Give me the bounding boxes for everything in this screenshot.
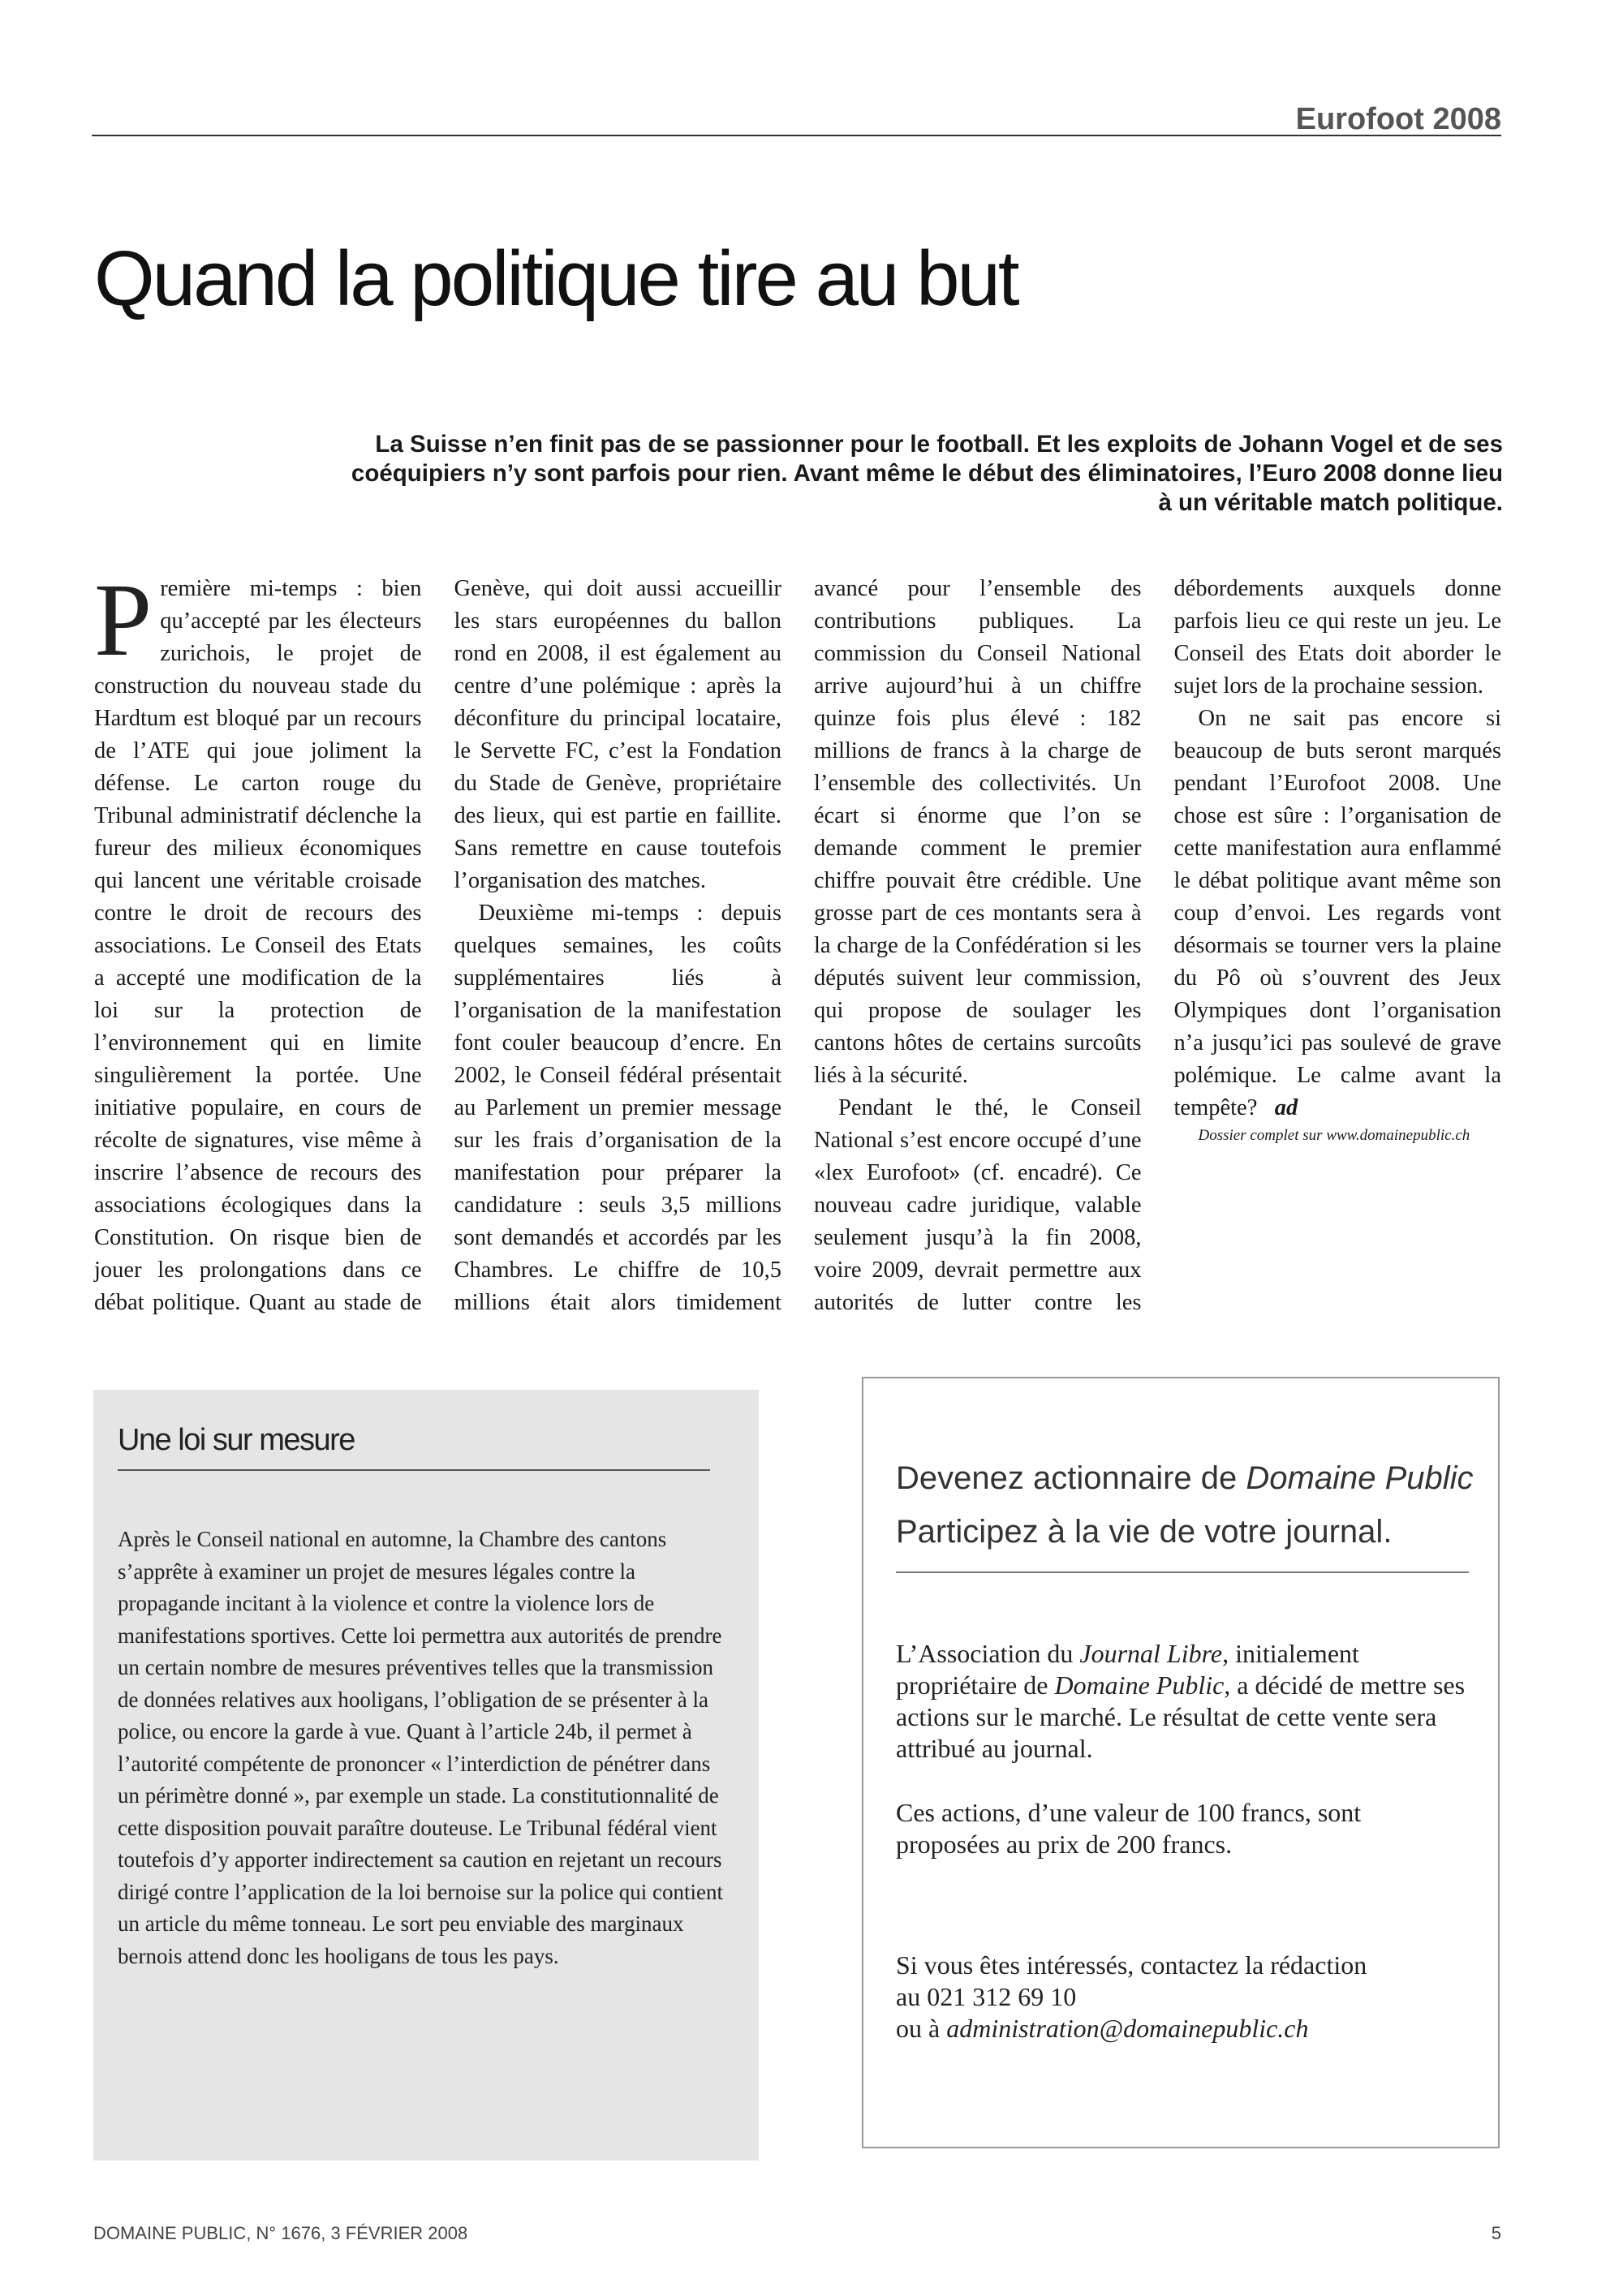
source-link[interactable]: www.domainepublic.ch bbox=[1326, 1127, 1470, 1144]
article-body bbox=[94, 562, 1501, 1319]
ad-p1-a: L’Association du bbox=[896, 1639, 1080, 1668]
ad-p1-journal-libre: Journal Libre bbox=[1079, 1639, 1223, 1668]
article-paragraph-4-text: On ne sait pas encore si beaucoup de buts seront marqués pendant l’Eurofoot 2008. Une chose est sûre : l’organisation de cette manifestation aura enflammé le débat politique avant même son coup d’envoi. Les regards vont désormais se tourner vers la plaine du Pô où s’ouvrent des Jeux Olympiques dont l’organisation n’a jusqu’ici pas soulevé de grave polémique. Le calme avant la tempête? bbox=[1173, 706, 1501, 1120]
ad-p1-c: , a décidé de mettre ses actions sur le marché. Le résultat de cette vente sera attribué au journal. bbox=[896, 1670, 1466, 1763]
source-prefix: Dossier complet sur bbox=[1198, 1127, 1327, 1144]
header-rule bbox=[92, 135, 1501, 136]
article-paragraph-2: Deuxième mi-temps : depuis quelques semaines, les coûts supplémentaires liés à l’organisation de la manifestation font couler beaucoup d’encre. En 2002, le Conseil fédéral présentait au Parlement un premier message sur les frais d’organisation de la manifestation pour préparer la candidature : seuls 3,5 millions sont demandés et accordés par les Chambres. Le chiffre de 10,5 millions était alors timidement avancé pour l’ensemble des contributions publiques. La commission du Conseil National arrive aujourd’hui à un chiffre quinze fois plus élevé : 182 millions de francs à la charge de l’ensemble des collectivités. Un écart si énorme que l’on se demande comment le premier chiffre pouvait être crédible. Une grosse part de ces montants sera à la charge de la Confédération si les députés suivent leur commission, qui propose de soulager les cantons hôtes de certains surcoûts liés à la sécurité. bbox=[454, 576, 1142, 1315]
ad-paragraph-1 bbox=[896, 1638, 1469, 1765]
ad-p1-b: , initialement propriétaire de bbox=[896, 1639, 1359, 1700]
ad-contact bbox=[896, 1950, 1469, 2044]
ad-contact-line-1: Si vous êtes intéressés, contactez la rédaction bbox=[896, 1950, 1367, 1980]
ad-heading-prefix: Devenez actionnaire de bbox=[896, 1460, 1246, 1496]
author-signature: ad bbox=[1274, 1095, 1298, 1120]
ad-body bbox=[896, 1638, 1469, 2077]
footer-page-number: 5 bbox=[1491, 2223, 1501, 2243]
ad-heading-line-1 bbox=[896, 1451, 1474, 1505]
ad-contact-phone: au 021 312 69 10 bbox=[896, 1982, 1077, 2011]
ad-heading bbox=[896, 1451, 1474, 1573]
sidebar-box bbox=[93, 1390, 759, 2161]
ad-heading-publication: Domaine Public bbox=[1246, 1460, 1474, 1496]
sidebar-box-title: Une loi sur mesure bbox=[118, 1422, 710, 1471]
article-paragraph-1-text: remière mi-temps : bien qu’accepté par les électeurs zurichois, le projet de construction du nouveau stade du Hardtum est bloqué par un recours de l’ATE qui joue joliment la défense. Le carton rouge du Tribunal administratif déclenche la fureur des milieux économiques qui lancent une véritable croisade contre le droit de recours des associations. Le Conseil des Etats a accepté une modification de la loi sur la protection de l’environnement qui en limite singulièrement la portée. Une initiative populaire, en cours de récolte de signatures, vise même à inscrire l’absence de recours des associations écologiques dans la Constitution. On risque bien de jouer les prolongations dans ce débat politique. Quant au stade de Genève, qui doit aussi accueillir les stars européennes du ballon rond en 2008, il est également au centre d’une polémique : après la déconfiture du principal locataire, le Servette FC, c’est la Fondation du Stade de Genève, propriétaire des lieux, qui est partie en faillite. Sans remettre en cause toutefois l’organisation des matches. bbox=[94, 576, 781, 1315]
drop-cap: P bbox=[94, 562, 153, 677]
ad-contact-prefix: ou à bbox=[896, 2014, 947, 2043]
ad-paragraph-2: Ces actions, d’une valeur de 100 francs, sont proposées au prix de 200 francs. bbox=[896, 1798, 1362, 1859]
dossier-source bbox=[1174, 1124, 1502, 1147]
sidebar-box-body: Après le Conseil national en automne, la Chambre des cantons s’apprête à examiner un projet de mesures légales contre la propagande incitant à la violence et contre la violence lors de manifestations sportives. Cette loi permettra aux autorités de prendre un certain nombre de mesures préventives telles que la transmission de données relatives aux hooligans, l’obligation de se présenter à la police, ou encore la garde à vue. Quant à l’article 24b, il permet à l’autorité compétente de prononcer « l’interdiction de pénétrer dans un périmètre donné », par exemple un stade. La constitutionnalité de cette disposition pouvait paraître douteuse. Le Tribunal fédéral vient toutefois d’y apporter indirectement sa caution en rejetant un recours dirigé contre l’application de la loi bernoise sur la police qui contient un article du même tonneau. Le sort peu enviable des marginaux bernois attend donc les hooligans de tous les pays. bbox=[118, 1527, 724, 1968]
shareholder-ad bbox=[862, 1377, 1500, 2148]
ad-heading-line-2: Participez à la vie de votre journal. bbox=[896, 1514, 1393, 1550]
ad-p1-domaine-public: Domaine Public bbox=[1054, 1670, 1225, 1700]
article-title: Quand la politique tire au but bbox=[94, 235, 1018, 322]
section-rubric: Eurofoot 2008 bbox=[1295, 102, 1501, 136]
footer-publication: DOMAINE PUBLIC, N° 1676, 3 FÉVRIER 2008 bbox=[93, 2223, 468, 2243]
article-lead: La Suisse n’en finit pas de se passionner pour le football. Et les exploits de Johann Vogel et de ses coéquipiers n’y sont parfois pour rien. Avant même le début des éliminatoires, l’Euro 2008 donne lieu à un véritable match politique. bbox=[351, 431, 1503, 516]
article-paragraph-3: Pendant le thé, le Conseil National s’est encore occupé d’une «lex Eurofoot» (cf. encadré). Ce nouveau cadre juridique, valable seulement jusqu’à la fin 2008, voire 2009, devrait permettre aux autorités de lutter contre les débordements auxquels donne parfois lieu ce qui reste un jeu. Le Conseil des Etats doit aborder le sujet lors de la prochaine session. bbox=[814, 576, 1501, 1315]
ad-contact-email[interactable]: administration@domainepublic.ch bbox=[946, 2014, 1309, 2043]
article-paragraph-4 bbox=[1174, 703, 1502, 1124]
